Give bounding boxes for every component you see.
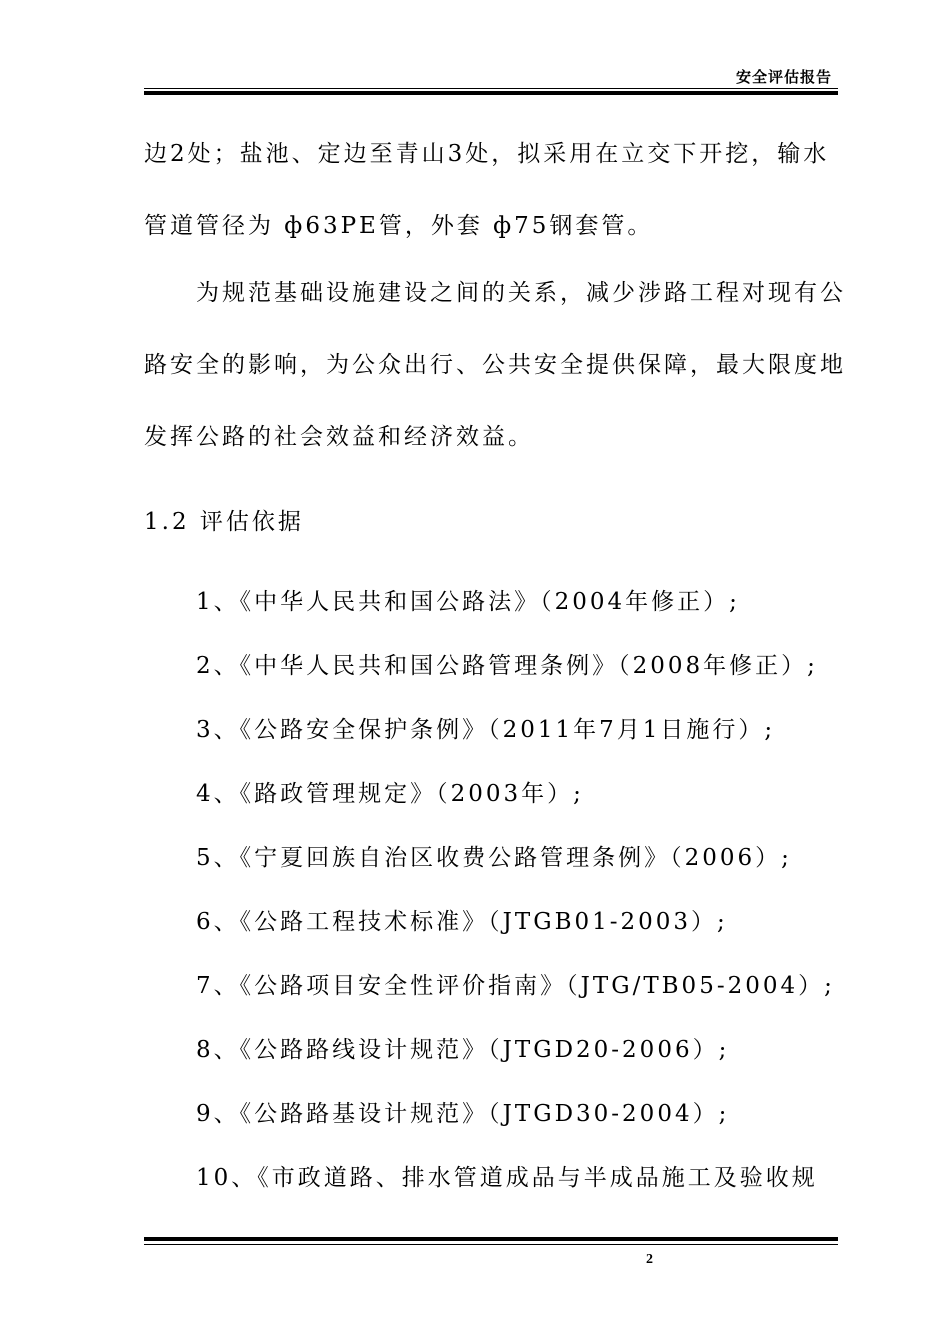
- body-line: 发挥公路的社会效益和经济效益。: [144, 424, 534, 450]
- footer-rule-thick: [144, 1237, 838, 1241]
- reference-item: 8、《公路路线设计规范》（JTGD20-2006）;: [196, 1037, 730, 1063]
- header-title: 安全评估报告: [735, 68, 832, 86]
- header-rule-thick: [144, 91, 838, 95]
- reference-item: 3、《公路安全保护条例》（2011年7月1日施行）;: [196, 717, 776, 743]
- body-line: 边2处；盐池、定边至青山3处，拟采用在立交下开挖，输水: [144, 141, 830, 167]
- body-line: 路安全的影响，为公众出行、公共安全提供保障，最大限度地: [144, 352, 846, 378]
- reference-item: 1、《中华人民共和国公路法》（2004年修正）;: [196, 589, 740, 615]
- reference-item: 10、《市政道路、排水管道成品与半成品施工及验收规: [196, 1165, 818, 1191]
- reference-item: 4、《路政管理规定》（2003年）;: [196, 781, 584, 807]
- reference-item: 2、《中华人民共和国公路管理条例》（2008年修正）;: [196, 653, 818, 679]
- reference-item: 5、《宁夏回族自治区收费公路管理条例》（2006）;: [196, 845, 792, 871]
- reference-item: 9、《公路路基设计规范》（JTGD30-2004）;: [196, 1101, 730, 1127]
- reference-item: 6、《公路工程技术标准》（JTGB01-2003）;: [196, 909, 728, 935]
- footer-rule-thin: [144, 1244, 838, 1245]
- body-line: 管道管径为 ф63PE管，外套 ф75钢套管。: [144, 213, 654, 239]
- reference-item: 7、《公路项目安全性评价指南》（JTG/TB05-2004）;: [196, 973, 835, 999]
- header-rule-thin: [144, 88, 838, 89]
- body-line: 为规范基础设施建设之间的关系，减少涉路工程对现有公: [196, 280, 846, 306]
- section-heading: 1.2 评估依据: [144, 509, 304, 535]
- page-number: 2: [646, 1252, 653, 1267]
